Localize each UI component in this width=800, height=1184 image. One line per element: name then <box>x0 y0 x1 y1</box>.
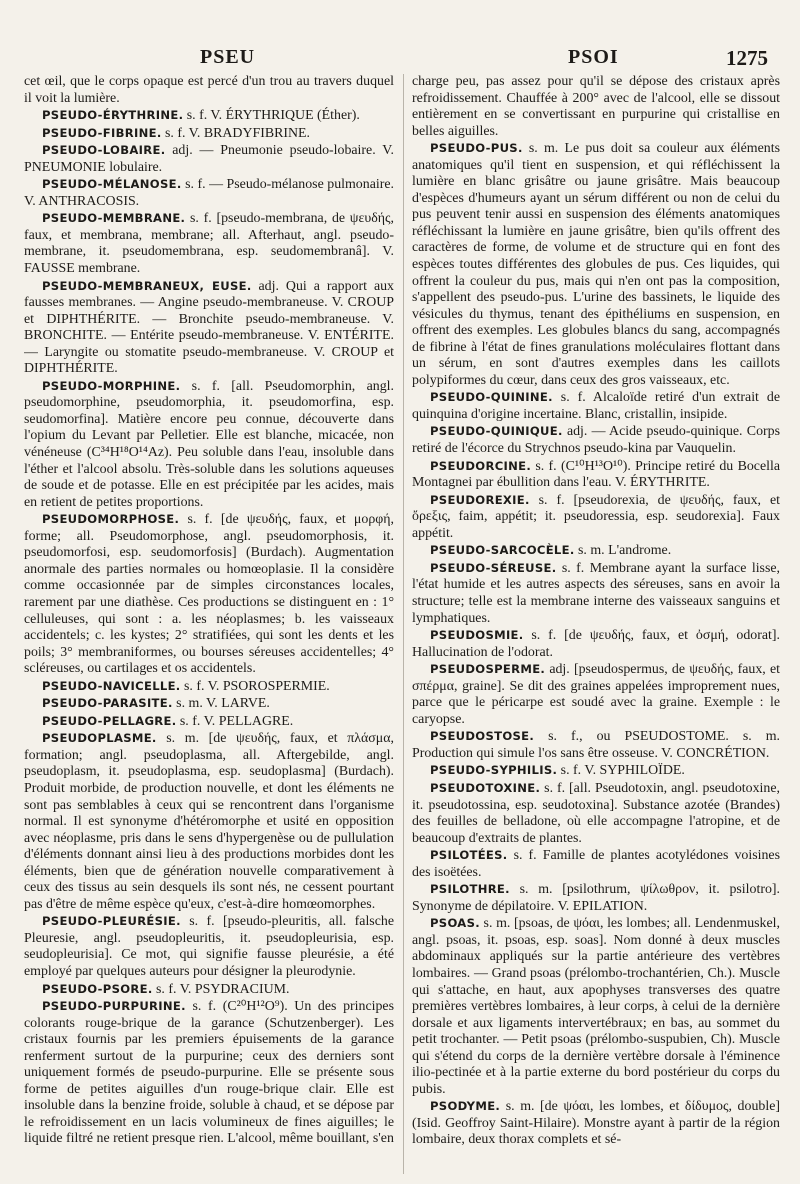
entry-text: s. f. Famille de plantes acotylédones voisines des isoëtées. <box>412 848 780 880</box>
dictionary-entry <box>412 847 780 881</box>
entry-text: s. f. V. ÉRYTHRIQUE (Éther). <box>183 108 360 124</box>
dictionary-entry <box>412 780 780 847</box>
entry-headword: PSEUDO-QUININE. <box>430 390 553 405</box>
running-header-right: PSOI <box>568 46 619 68</box>
entry-text: s. f. [all. Pseudomorphin, angl. pseudomorphine, pseudomorphia, it. pseudomorfina, esp. seudomorfina]. Matière encore peu connue, découverte dans l'opium du Levant par Pelletier. Elle est blanche, micacée, non vénéneuse (C³⁴H¹⁸O¹⁴Az). Peu soluble dans l'eau, insoluble dans l'éther et l'alcool absolu. Très-soluble dans les solutions aqueuses de soude et de potasse. Elle en est précipitée par les acides, mais en retient de petites proportions. <box>24 378 394 510</box>
entry-text: s. f. Membrane ayant la surface lisse, l'état humide et les autres aspects des séreuses, sans en avoir la structure; telle est la membrane interne des vaisseaux sanguins et lymphatiques. <box>412 560 780 626</box>
entry-text: adj. — Pneumonie pseudo-lobaire. V. PNEUMONIE lobulaire. <box>24 143 394 175</box>
entry-text: s. f. [pseudorexia, de ψευδής, faux, et ὄρεξις, faim, appétit; it. pseudoressia, esp. seudorexia]. Faux appétit. <box>412 492 780 541</box>
dictionary-entry <box>412 915 780 1098</box>
entry-text: adj. — Acide pseudo-quinique. Corps retiré de l'écorce du Strychnos pseudo-kina par Vauquelin. <box>412 424 780 457</box>
entry-text: charge peu, pas assez pour qu'il se dépose des cristaux après refroidissement. Chauffée à 200° avec de l'alcool, elle se dissout entièrement en se convertissant en purpurine qui cristallise en belles aiguilles. <box>412 74 780 139</box>
dictionary-entry <box>412 1098 780 1149</box>
dictionary-entry <box>24 730 394 913</box>
entry-text: s. m. L'androme. <box>574 543 672 559</box>
entry-text: s. f. V. SYPHILOÏDE. <box>557 763 685 779</box>
entry-text: s. f. Alcaloïde retiré d'un extrait de quinquina d'origine incertaine. Blanc, cristallin, insipide. <box>412 390 780 422</box>
entry-text: s. m. V. LARVE. <box>172 696 270 712</box>
dictionary-entry <box>24 695 394 713</box>
entry-headword: PSOAS. <box>430 916 480 931</box>
dictionary-entry <box>24 713 394 731</box>
entry-headword: PSEUDO-PLEURÉSIE. <box>42 914 181 929</box>
dictionary-entry <box>412 627 780 661</box>
entry-text: s. f. V. PSOROSPERMIE. <box>180 678 330 694</box>
entry-text: s. f. (C¹⁰H¹³O¹⁰). Principe retiré du Bocella Montagnei par ébullition dans l'eau. V. ÉRYTHRITE. <box>412 458 780 491</box>
dictionary-entry <box>412 560 780 627</box>
dictionary-entry <box>24 678 394 696</box>
dictionary-entry <box>24 176 394 210</box>
dictionary-entry <box>24 981 394 999</box>
right-column <box>412 74 780 1180</box>
running-header-left: PSEU <box>200 46 256 68</box>
entry-text: s. m. [psoas, de ψόαι, les lombes; all. Lendenmuskel, angl. psoas, it. psoas, esp. soas]. Nom donné à deux muscles abdominaux appliqués sur la partie antérieure des vertèbres lombaires. — Grand psoas (prélombo-trochantérien, Ch.). Muscle qui s'attache, en haut, aux apophyses transverses des quatre premières vertèbres lombaires, à leur corps, à celui de la dernière dorsale et aux ligaments intervertébraux; en bas, au sommet du petit trochanter. — Petit psoas (prélombo-suspubien, Ch). Muscle qui s'étend du corps de la dernière vertèbre dorsale à l'éminence ilio-pectinée et à la partie externe du bord postérieur du corps du pubis. <box>412 916 780 1097</box>
dictionary-entry <box>412 762 780 780</box>
entry-headword: PSEUDOREXIE. <box>430 492 530 507</box>
entry-text: adj. [pseudospermus, de ψευδής, faux, et σπέρμα, graine]. Se dit des graines appelées improprement nues, parce que le péricarpe est soudé avec la graine. Exemple : le caryopse. <box>412 662 780 727</box>
entry-text: s. m. Le pus doit sa couleur aux éléments anatomiques qu'il tient en suspension, et qui réfléchissent la lumière en blanc grisâtre ou jaune grisâtre. Mais beaucoup d'espèces d'humeurs ayant un sérum différent ou non de celui du pus peuvent tenir aussi en suspension des éléments anatomiques réfléchissant la lumière en jaune grisâtre, bien qu'ils offrent des caractères de forme, de volume et de structure qui en font des espèces toutes différentes des globules de pus. Ces liquides, qui offrent la couleur du pus, mais qui n'en ont pas la composition, s'appellent des pseudo-pus. L'urine des bassinets, le liquide des vésicules du thymus, tenant des épithéliums en suspension, en offrent des exemples. Les globules blancs du sang, accompagnés de fibrine à l'état de fines granulations moléculaires flottant dans un sérum, en sont d'autres exemples dans les caillots polypiformes du cœur, dans ceux des gros vaisseaux, etc. <box>412 141 780 388</box>
dictionary-entry <box>412 661 780 728</box>
left-column <box>24 74 394 1180</box>
entry-headword: PSEUDORCINE. <box>430 458 532 473</box>
dictionary-entry <box>24 125 394 143</box>
entry-headword: PSEUDO-SYPHILIS. <box>430 763 558 778</box>
dictionary-entry <box>412 389 780 423</box>
column-divider <box>403 74 404 1174</box>
entry-headword: PSEUDO-NAVICELLE. <box>42 678 181 693</box>
dictionary-entry <box>24 107 394 125</box>
entry-text: s. m. [psilothrum, ψίλωθρον, it. psilotro]. Synonyme de dépilatoire. V. EPILATION. <box>412 882 780 914</box>
dictionary-entry <box>412 423 780 457</box>
entry-text: s. f., ou PSEUDOSTOME. s. m. Production qui simule l'os sans être osseuse. V. CONCRÉTION. <box>412 729 780 761</box>
entry-text: s. f. V. PELLAGRE. <box>176 713 294 729</box>
entry-headword: PSEUDOMORPHOSE. <box>42 512 180 527</box>
dictionary-entry <box>24 74 394 107</box>
entry-headword: PSEUDO-QUINIQUE. <box>430 424 563 439</box>
dictionary-entry <box>24 511 394 677</box>
entry-text: s. m. [de ψευδής, faux, et πλάσμα, formation; angl. pseudoplasma, all. Aftergebilde, angl. pseudoplasm, it. pseudoplasma, esp. seudoplasma] (Burdach). Produit morbide, de production nouvelle, et dont les éléments ne sont pas semblables à ceux qui se rencontrent dans l'organisme normal. Il est synonyme d'hétéromorphe et usité en opposition avec néoplasme, pris dans le sens d'hypergenèse ou de pullulation d'éléments donnant ainsi lieu à des productions morbides dont les éléments, bien que de génération nouvelle comparativement à ceux des tissus au sein desquels ils sont nés, ne cessent pourtant pas d'être de même espèce qu'eux, c'est-à-dire homœomorphes. <box>24 731 394 912</box>
entry-headword: PSEUDO-PSORE. <box>42 981 153 996</box>
entry-text: adj. Qui a rapport aux fausses membranes. — Angine pseudo-membraneuse. V. CROUP et DIPHTHÉRITE. — Bronchite pseudo-membraneuse. V. BRONCHITE. — Entérite pseudo-membraneuse. V. ENTÉRITE. — Laryngite ou stomatite pseudo-membraneuse. V. CROUP et DIPHTHÉRITE. <box>24 278 394 377</box>
entry-headword: PSEUDOSTOSE. <box>430 729 535 744</box>
entry-headword: PSEUDO-FIBRINE. <box>42 125 162 140</box>
entry-text: s. f. [de ψευδής, faux, et μορφή, forme; all. Pseudomorphose, angl. pseudomorphosis, it. pseudomorfosi, esp. seudomorfosis] (Burdach). Augmentation anormale des parties normales ou homœoplasie. Il la considère comme occasionnée par de simples circonstances locales, rarement par une diathèse. Ces productions se distinguent en : 1° celluleuses, qui sont : a. les néoplasmes; b. les vaisseaux accidentels; c. les kystes; 2° stratifiées, qui sont les dents et les poils; 3° membraniformes, ou bourses séreuses accidentelles; 4° scléreuses, ou cartilages et os accidentels. <box>24 512 394 677</box>
entry-headword: PSEUDO-SARCOCÈLE. <box>430 543 575 558</box>
dictionary-entry <box>412 74 780 140</box>
entry-text: s. f. V. PSYDRACIUM. <box>152 981 290 997</box>
dictionary-entry <box>24 210 394 277</box>
dictionary-entry <box>24 278 394 378</box>
dictionary-entry <box>412 140 780 389</box>
dictionary-entry <box>412 728 780 762</box>
entry-text: s. f. (C²⁰H¹²O⁹). Un des principes colorants rouge-brique de la garance (Schutzenberger). Les cristaux fournis par les premiers épuisements de la garance renferment surtout de la purpurine; ceux des derniers sont uniquement formés de pseudo-purpurine. Elle se présente sous forme de petites aiguilles d'un rouge-brique clair. Elle est insoluble dans la benzine froide, soluble à chaud, et se dépose par le refroidissement en un lacis volumineux de fines aiguilles; le liquide filtré ne retient presque rien. L'alcool, même bouillant, s'en <box>24 999 394 1147</box>
entry-headword: PSEUDO-PURPURINE. <box>42 999 186 1014</box>
dictionary-entry <box>412 542 780 560</box>
entry-headword: PSEUDO-MORPHINE. <box>42 378 181 393</box>
entry-headword: PSODYME. <box>430 1099 501 1114</box>
entry-headword: PSEUDOPLASME. <box>42 731 157 746</box>
dictionary-entry <box>24 998 394 1148</box>
entry-headword: PSEUDO-LOBAIRE. <box>42 143 166 158</box>
entry-headword: PSEUDO-MEMBRANEUX, EUSE. <box>42 278 252 293</box>
entry-text: s. f. — Pseudo-mélanose pulmonaire. V. ANTHRACOSIS. <box>24 177 394 209</box>
dictionary-entry <box>24 142 394 176</box>
entry-headword: PSEUDO-MÉLANOSE. <box>42 177 182 192</box>
entry-headword: PSEUDO-SÉREUSE. <box>430 560 557 575</box>
entry-text: s. f. [all. Pseudotoxin, angl. pseudotoxine, it. pseudotossina, esp. seudotoxina]. Substance azotée (Brandes) des feuilles de belladone, où elle accompagne l'atropine, et de beaucoup d'extraits de plantes. <box>412 780 780 846</box>
entry-headword: PSEUDO-PARASITE. <box>42 696 173 711</box>
entry-headword: PSEUDOSMIE. <box>430 628 524 643</box>
entry-text: s. f. [pseudo-pleuritis, all. falsche Pleuresie, angl. pseudopleuritis, it. pseudopleurisia, esp. seudopleurisia]. Ce mot, qui signifie fausse pleurésie, a été employé par quelques auteurs pour désigner la pleurodynie. <box>24 914 394 979</box>
entry-headword: PSEUDO-PELLAGRE. <box>42 713 177 728</box>
page-number: 1275 <box>726 46 768 70</box>
dictionary-entry <box>24 378 394 511</box>
entry-headword: PSEUDO-MEMBRANE. <box>42 211 186 226</box>
dictionary-entry <box>24 913 394 980</box>
entry-text: cet œil, que le corps opaque est percé d'un trou au travers duquel il voit la lumière. <box>24 74 394 106</box>
entry-text: s. f. [pseudo-membrana, de ψευδής, faux, et membrana, membrane; all. Afterhaut, angl. pseudo-membrane, it. pseudomembrana, esp. seudomembranâ]. V. FAUSSE membrane. <box>24 211 394 277</box>
entry-headword: PSEUDOSPERME. <box>430 662 546 677</box>
dictionary-entry <box>412 458 780 492</box>
entry-text: s. f. [de ψευδής, faux, et ὀσμή, odorat]. Hallucination de l'odorat. <box>412 628 780 660</box>
entry-headword: PSILOTHRE. <box>430 882 510 897</box>
entry-text: s. m. [de ψόαι, les lombes, et δίδυμος, double] (Isid. Geoffroy Saint-Hilaire). Monstre ayant à partir de la région lombaire, deux thorax complets et sé- <box>412 1099 780 1148</box>
entry-text: s. f. V. BRADYFIBRINE. <box>161 125 310 141</box>
dictionary-entry <box>412 881 780 915</box>
entry-headword: PSEUDO-ÉRYTHRINE. <box>42 108 184 123</box>
entry-headword: PSILOTÉES. <box>430 848 508 863</box>
entry-headword: PSEUDO-PUS. <box>430 141 523 156</box>
dictionary-entry <box>412 492 780 543</box>
entry-headword: PSEUDOTOXINE. <box>430 780 541 795</box>
